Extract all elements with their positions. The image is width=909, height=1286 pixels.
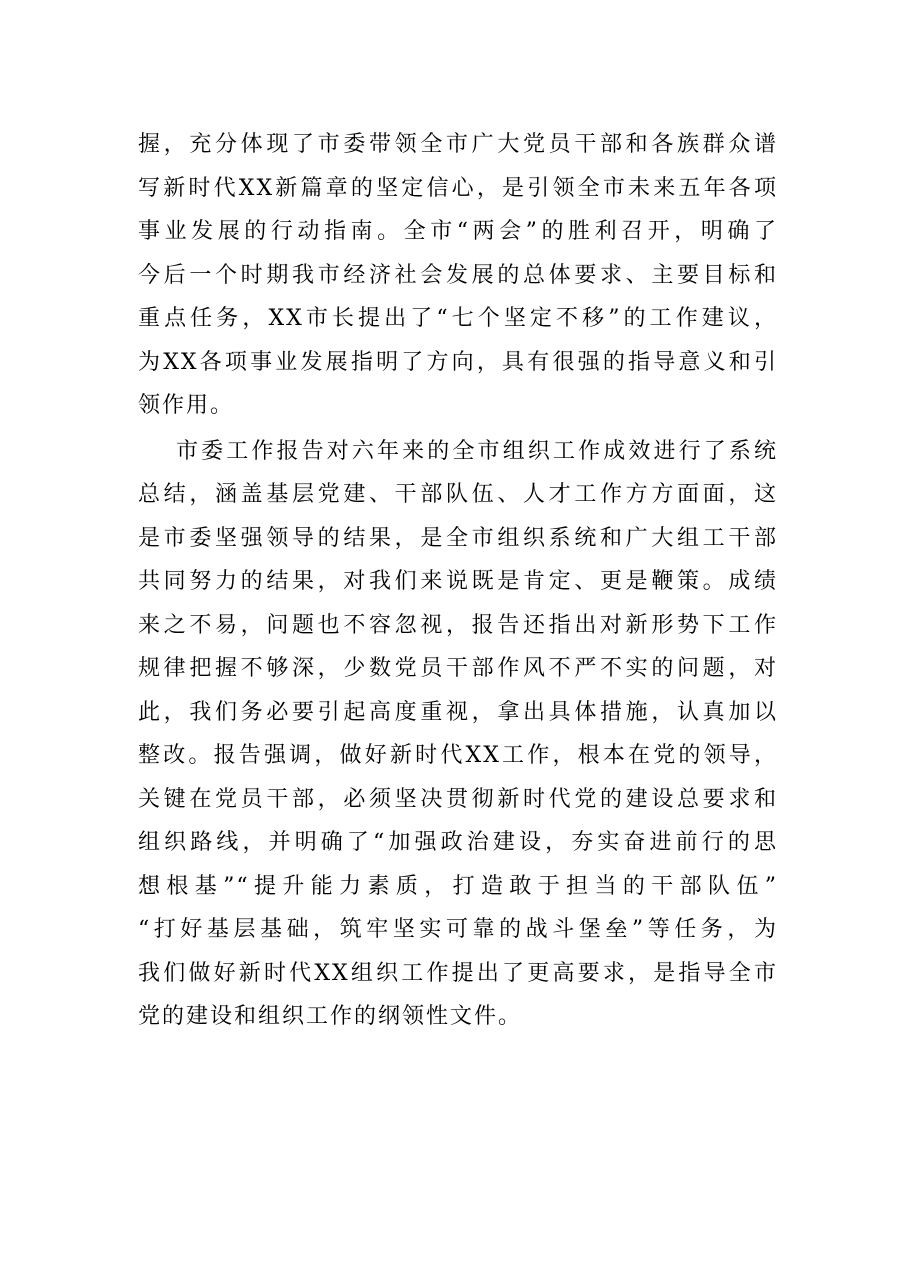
text-line: 是市委坚强领导的结果，是全市组织系统和广大组工干部 <box>138 525 778 551</box>
text-line: 为XX各项事业发展指明了方向，具有很强的指导意义和引 <box>138 349 778 375</box>
text-line: 来之不易，问题也不容忽视，报告还指出对新形势下工作 <box>138 612 778 638</box>
text-line: 领作用。 <box>138 393 235 418</box>
paragraph-1 <box>138 123 778 428</box>
text-line: 我们做好新时代XX组织工作提出了更高要求，是指导全市 <box>138 960 778 986</box>
text-line: 握，充分体现了市委带领全市广大党员干部和各族群众谱 <box>138 132 778 157</box>
text-line: 党的建设和组织工作的纲领性文件。 <box>138 1004 523 1029</box>
text-line: 总结，涵盖基层党建、干部队伍、人才工作方方面面，这 <box>138 482 778 507</box>
text-line: 整改。报告强调，做好新时代XX工作，根本在党的领导， <box>138 743 778 768</box>
text-line: 事业发展的行动指南。全市“两会”的胜利召开，明确了 <box>138 219 778 244</box>
text-line: “打好基层基础，筑牢坚实可靠的战斗堡垒”等任务，为 <box>138 917 778 942</box>
document-body <box>138 123 778 1039</box>
text-line: 规律把握不够深，少数党员干部作风不严不实的问题，对 <box>138 656 778 681</box>
text-line: 市委工作报告对六年来的全市组织工作成效进行了系统 <box>176 438 778 464</box>
text-line: 写新时代XX新篇章的坚定信心，是引领全市未来五年各项 <box>138 175 778 201</box>
text-line: 重点任务，XX市长提出了“七个坚定不移”的工作建议， <box>138 306 778 331</box>
paragraph-2 <box>138 430 778 1039</box>
text-line: 今后一个时期我市经济社会发展的总体要求、主要目标和 <box>138 262 778 288</box>
text-line: 想根基”“提升能力素质，打造敢于担当的干部队伍” <box>138 873 778 899</box>
text-line: 此，我们务必要引起高度重视，拿出具体措施，认真加以 <box>138 699 778 725</box>
text-line: 关键在党员干部，必须坚决贯彻新时代党的建设总要求和 <box>138 786 778 812</box>
text-line: 组织路线，并明确了“加强政治建设，夯实奋进前行的思 <box>138 830 778 855</box>
text-line: 共同努力的结果，对我们来说既是肯定、更是鞭策。成绩 <box>138 569 778 594</box>
